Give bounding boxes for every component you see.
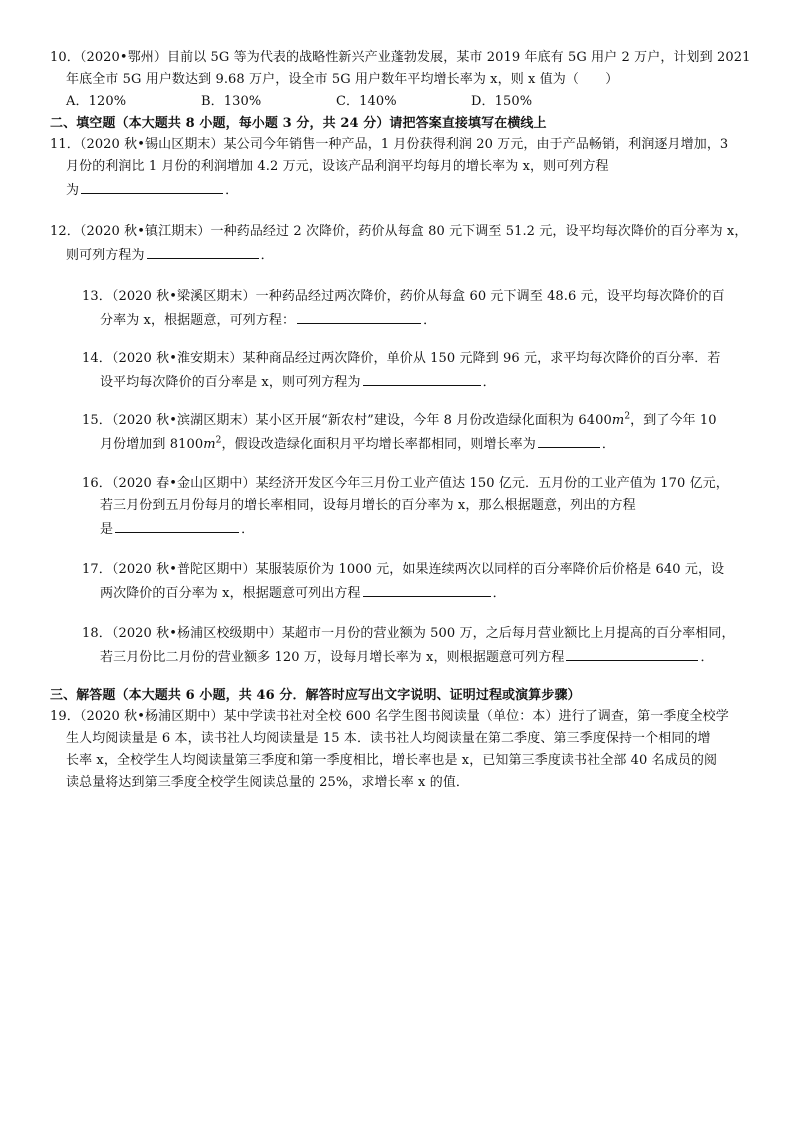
- q15-end: ．: [601, 437, 615, 452]
- section-3-heading: 三、解答题（本大题共 6 小题，共 46 分．解答时应写出文字说明、证明过程或演算步骤）: [50, 688, 581, 703]
- q14-line1: 14．（2020 秋•淮安期末）某种商品经过两次降价，单价从 150 元降到 96 元，求平均每次降价的百分率．若: [82, 351, 721, 366]
- q12-end: ．: [260, 248, 274, 263]
- section-2-heading: 二、填空题（本大题共 8 小题，每小题 3 分，共 24 分）请把答案直接填写在横线上: [50, 116, 547, 131]
- q19-line2: 生人均阅读量是 6 本，读书社人均阅读量是 15 本．读书社人均阅读量在第二季度、第三季度保持一个相同的增: [66, 731, 711, 746]
- q16-answer-blank: [115, 518, 239, 533]
- q11-line3: [66, 179, 238, 201]
- option-d: D．150%: [471, 94, 533, 109]
- q18-answer-blank: [566, 646, 698, 661]
- option-a: A．120%: [66, 94, 127, 109]
- q12-line2: [66, 244, 274, 266]
- q16-end: ．: [241, 522, 255, 537]
- q10-line1: 10．（2020•鄂州）目前以 5G 等为代表的战略性新兴产业蓬勃发展，某市 2019 年底有 5G 用户 2 万户，计划到 2021: [50, 50, 751, 65]
- q14-line2: [100, 371, 496, 393]
- q15-unit-1: m: [611, 413, 625, 428]
- q15-line2: [100, 433, 615, 455]
- q15-text-b: ，到了今年 10: [630, 413, 717, 428]
- q10-line2: 年底全市 5G 用户数达到 9.68 万户，设全市 5G 用户数年平均增长率为 x，则 x 值为（ ）: [66, 72, 619, 87]
- q11-line2: 月份的利润比 1 月份的利润增加 4.2 万元，设该产品利润平均每月的增长率为 x，则可列方程: [66, 159, 609, 174]
- q13-end: ．: [423, 313, 437, 328]
- q18-end: ．: [700, 650, 714, 665]
- q17-line1: 17．（2020 秋•普陀区期中）某服装原价为 1000 元，如果连续两次以同样的百分率降价后价格是 640 元，设: [82, 562, 725, 577]
- q14-answer-blank: [363, 371, 481, 386]
- q18-line1: 18．（2020 秋•杨浦区校级期中）某超市一月份的营业额为 500 万，之后每月营业额比上月提高的百分率相同，: [82, 626, 735, 641]
- q17-prefix: 两次降价的百分率为 x，根据题意可列出方程: [100, 586, 361, 601]
- option-c: C．140%: [336, 94, 397, 109]
- q15-answer-blank: [538, 433, 600, 448]
- q19-line3: 长率 x，全校学生人均阅读量第三季度和第一季度相比，增长率也是 x，已知第三季度读书社全部 40 名成员的阅: [66, 753, 718, 768]
- q16-line3: [100, 518, 254, 540]
- q19-line4: 读总量将达到第三季度全校学生阅读总量的 25%，求增长率 x 的值．: [66, 775, 470, 790]
- q15-sup-2: 2: [215, 435, 222, 446]
- q13-line1: 13．（2020 秋•梁溪区期末）一种药品经过两次降价，药价从每盒 60 元下调至 48.6 元，设平均每次降价的百: [82, 289, 725, 304]
- q15-sup-1: 2: [624, 411, 631, 422]
- q16-line2: 若三月份到五月份每月的增长率相同，设每月增长的百分率为 x，那么根据题意，列出的方程: [100, 498, 636, 513]
- q17-answer-blank: [363, 582, 491, 597]
- q12-line1: 12．（2020 秋•镇江期末）一种药品经过 2 次降价，药价从每盒 80 元下调至 51.2 元，设平均每次降价的百分率为 x，: [50, 224, 748, 239]
- q11-end: ．: [225, 183, 239, 198]
- q15-line1: [82, 411, 717, 431]
- q13-line2: [100, 309, 436, 331]
- q10-options: [66, 92, 606, 112]
- q16-prefix: 是: [100, 522, 114, 537]
- q19-line1: 19．（2020 秋•杨浦区期中）某中学读书社对全校 600 名学生图书阅读量（单位：本）进行了调查，第一季度全校学: [50, 709, 729, 724]
- q17-line2: [100, 582, 506, 604]
- q11-line1: 11．（2020 秋•锡山区期末）某公司今年销售一种产品，1 月份获得利润 20 万元，由于产品畅销，利润逐月增加，3: [50, 137, 729, 152]
- q18-prefix: 若三月份比二月份的营业额多 120 万，设每月增长率为 x，则根据题意可列方程: [100, 650, 565, 665]
- q12-answer-blank: [147, 244, 259, 259]
- q14-end: ．: [482, 375, 496, 390]
- q15-unit-2: m: [203, 437, 216, 452]
- q13-answer-blank: [297, 309, 421, 324]
- option-b: B．130%: [201, 94, 262, 109]
- q16-line1: 16．（2020 春•金山区期中）某经济开发区今年三月份工业产值达 150 亿元．五月份的工业产值为 170 亿元，: [82, 476, 729, 491]
- q12-prefix: 则可列方程为: [66, 248, 145, 263]
- q14-prefix: 设平均每次降价的百分率是 x，则可列方程为: [100, 375, 361, 390]
- q15-text-d: ，假设改造绿化面积月平均增长率都相同，则增长率为: [221, 437, 536, 452]
- q18-line2: [100, 646, 714, 668]
- q15-text-c: 月份增加到 8100: [100, 437, 204, 452]
- q17-end: ．: [492, 586, 506, 601]
- q11-prefix: 为: [66, 183, 80, 198]
- q15-text-a: 15．（2020 秋•滨湖区期末）某小区开展“新农村”建设，今年 8 月份改造绿化面积为 6400: [82, 413, 612, 428]
- q13-prefix: 分率为 x，根据题意，可列方程：: [100, 313, 296, 328]
- q11-answer-blank: [81, 179, 223, 194]
